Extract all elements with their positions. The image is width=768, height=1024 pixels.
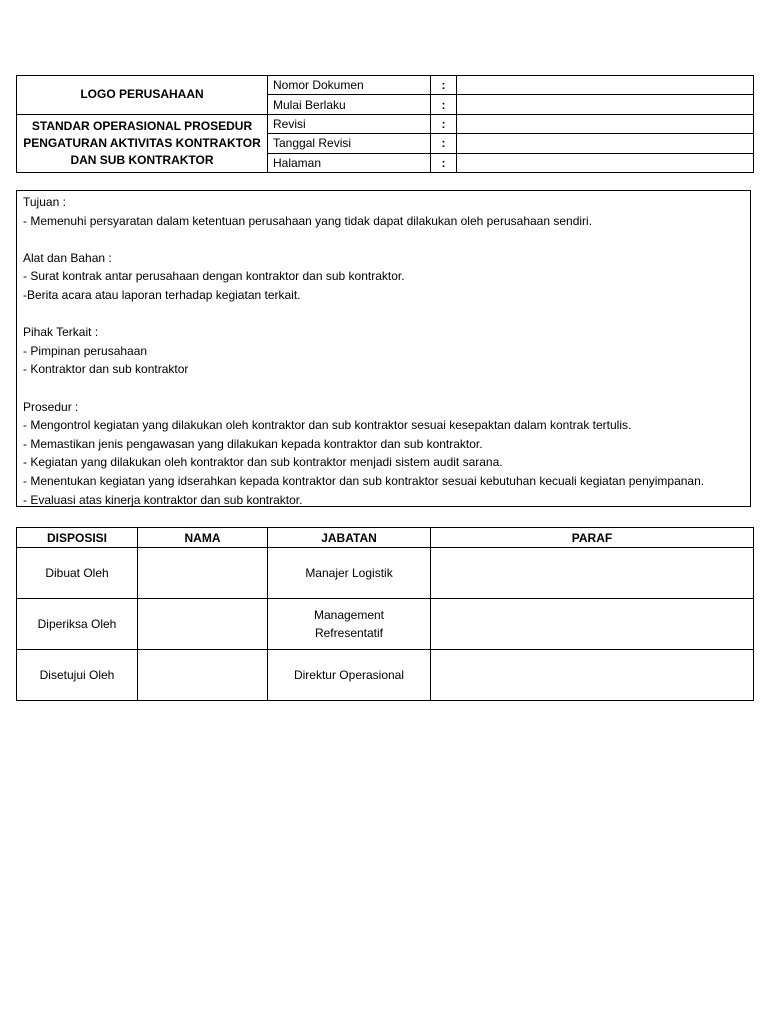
prosedur-item: - Kegiatan yang dilakukan oleh kontraktor dan sub kontraktor menjadi sistem audit sarana. (23, 455, 503, 470)
field-label: Revisi (268, 114, 431, 133)
section-spacer (23, 305, 744, 324)
jabatan-line: Manajer Logistik (305, 566, 393, 580)
disposisi-cell: Diperiksa Oleh (17, 599, 138, 650)
document-title (17, 114, 268, 172)
nama-cell (138, 548, 268, 599)
prosedur-item: - Memastikan jenis pengawasan yang dilakukan kepada kontraktor dan sub kontraktor. (23, 436, 483, 451)
section-spacer (23, 379, 744, 398)
document-title-line: STANDAR OPERASIONAL PROSEDUR (31, 118, 253, 133)
field-value-mulai-berlaku (457, 95, 754, 114)
table-row (17, 599, 754, 650)
nama-cell (138, 650, 268, 701)
approval-table (16, 527, 754, 701)
column-header-nama: NAMA (138, 528, 268, 548)
company-logo-placeholder: LOGO PERUSAHAAN (17, 76, 268, 115)
table-row (17, 650, 754, 701)
jabatan-line: Direktur Operasional (293, 668, 405, 682)
field-colon: : (431, 134, 457, 153)
field-value-revisi (457, 114, 754, 133)
field-label: Tanggal Revisi (268, 134, 431, 153)
field-value-nomor-dokumen (457, 76, 754, 95)
section-heading-tujuan: Tujuan : (23, 195, 66, 209)
paraf-cell (431, 599, 754, 650)
field-label: Nomor Dokumen (268, 76, 431, 95)
column-header-paraf: PARAF (431, 528, 754, 548)
paraf-cell (431, 650, 754, 701)
header-row-nomor-dokumen (17, 76, 754, 95)
field-colon: : (431, 153, 457, 172)
section-spacer (23, 230, 744, 249)
field-colon: : (431, 76, 457, 95)
section-heading-pihak-terkait: Pihak Terkait : (23, 325, 99, 340)
section-heading-alat-bahan: Alat dan Bahan : (23, 250, 112, 265)
nama-cell (138, 599, 268, 650)
paraf-cell (431, 548, 754, 599)
field-label: Halaman (268, 153, 431, 172)
alat-bahan-item: - Surat kontrak antar perusahaan dengan kontraktor dan sub kontraktor. (23, 269, 405, 284)
column-header-disposisi: DISPOSISI (17, 528, 138, 548)
document-title-line: PENGATURAN AKTIVITAS KONTRAKTOR (23, 135, 261, 150)
field-value-halaman (457, 153, 754, 172)
pihak-terkait-item: - Kontraktor dan sub kontraktor (23, 362, 189, 377)
prosedur-item: - Menentukan kegiatan yang idserahkan kepada kontraktor dan sub kontraktor sesuai kebutuhan kecuali kegiatan penyimpanan. (23, 473, 705, 488)
table-row (17, 548, 754, 599)
alat-bahan-item: -Berita acara atau laporan terhadap kegiatan terkait. (23, 287, 301, 302)
column-header-jabatan: JABATAN (268, 528, 431, 548)
prosedur-item: - Evaluasi atas kinerja kontraktor dan sub kontraktor. (23, 492, 303, 507)
header-row-revisi (17, 114, 754, 133)
section-heading-prosedur: Prosedur : (23, 399, 79, 414)
field-colon: : (431, 114, 457, 133)
jabatan-cell (268, 548, 431, 599)
pihak-terkait-item: - Pimpinan perusahaan (23, 343, 148, 358)
jabatan-line: Management (313, 608, 385, 622)
disposisi-cell: Disetujui Oleh (17, 650, 138, 701)
document-title-line: DAN SUB KONTRAKTOR (70, 152, 214, 167)
jabatan-cell (268, 650, 431, 701)
field-value-tanggal-revisi (457, 134, 754, 153)
disposisi-cell: Dibuat Oleh (17, 548, 138, 599)
field-label: Mulai Berlaku (268, 95, 431, 114)
jabatan-line: Refresentatif (314, 626, 384, 640)
approval-header-row (17, 528, 754, 548)
tujuan-item: - Memenuhi persyaratan dalam ketentuan perusahaan yang tidak dapat dilakukan oleh perusahaan sendiri. (23, 213, 593, 228)
document-header-table (16, 75, 754, 173)
procedure-content-box (16, 190, 751, 507)
prosedur-item: - Mengontrol kegiatan yang dilakukan oleh kontraktor dan sub kontraktor sesuai kesepaktan dalam kontrak tertulis. (23, 418, 632, 433)
jabatan-cell (268, 599, 431, 650)
field-colon: : (431, 95, 457, 114)
